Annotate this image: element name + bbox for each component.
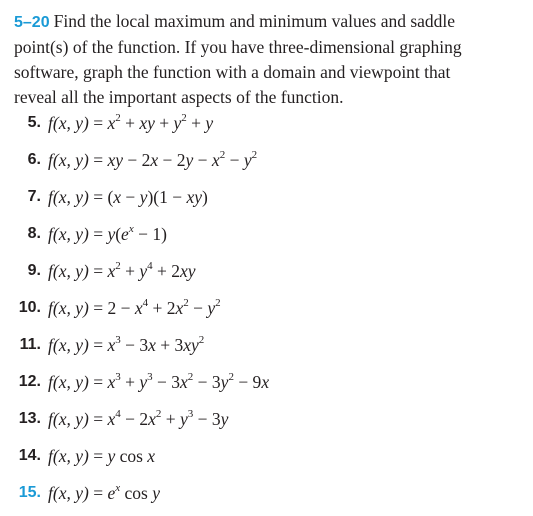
exercise-number: 6. xyxy=(27,151,41,168)
exercise-number: 5. xyxy=(27,114,41,131)
exercise-formula: f(x, $y) = x^4 - 2x^2 + y^3 - 3y$ xyxy=(48,408,229,429)
exercise-formula: f(x, $y) = y(e^x - 1)$ xyxy=(48,223,167,244)
exercise-10 xyxy=(0,295,533,321)
exercise-formula: f(x, $y) = x^3 - 3x + 3xy^2$ xyxy=(48,334,205,355)
exercise-number: 12. xyxy=(18,373,41,390)
exercise-number: 8. xyxy=(27,225,41,242)
exercise-formula: f(x, $y) = e^x$ cos y xyxy=(48,482,160,503)
exercise-6 xyxy=(0,147,533,173)
exercise-formula: f(x, y) = y cos x xyxy=(48,446,156,466)
exercise-7 xyxy=(0,184,533,210)
exercise-instructions xyxy=(14,9,526,110)
exercise-number: 14. xyxy=(18,447,41,464)
exercise-range: 5–20 xyxy=(14,14,50,31)
exercise-9 xyxy=(0,258,533,284)
exercise-formula: f(x, $y) = x^2$ + xy + $y^2 + y$ xyxy=(48,112,214,133)
exercise-number: 13. xyxy=(18,410,41,427)
cropped-next-line xyxy=(158,511,218,516)
exercise-8 xyxy=(0,221,533,247)
exercise-14 xyxy=(0,443,533,469)
exercise-number: 11. xyxy=(19,336,41,353)
exercise-formula: f(x, y) = xy − $2x - 2y - x^2 - y^2$ xyxy=(48,149,258,170)
exercise-number: 10. xyxy=(18,299,41,316)
instructions-text-1: Find the local maximum and minimum values and saddle xyxy=(53,11,456,31)
exercise-11 xyxy=(0,332,533,358)
instructions-line-2: point(s) of the function. If you have three-dimensional graphing xyxy=(14,37,462,57)
exercise-number: 9. xyxy=(27,262,41,279)
exercise-formula: f(x, y) = (x − y)(1 − xy) xyxy=(48,187,208,207)
exercise-number: 15. xyxy=(18,484,41,501)
exercise-formula: f(x, $y) = x^2 + y^4 + 2xy$ xyxy=(48,260,196,281)
instructions-line-4: reveal all the important aspects of the function. xyxy=(14,87,344,107)
exercise-13 xyxy=(0,406,533,432)
exercise-12 xyxy=(0,369,533,395)
exercise-15 xyxy=(0,480,533,506)
instructions-line-3: software, graph the function with a domain and viewpoint that xyxy=(14,62,451,82)
exercise-formula: f(x, $y) = x^3 + y^3 - 3x^2 - 3y^2 - 9x$ xyxy=(48,371,270,392)
exercise-number: 7. xyxy=(27,188,41,205)
exercise-formula: f(x, $y) = 2 - x^4 + 2x^2 - y^2$ xyxy=(48,297,221,318)
exercise-5 xyxy=(0,110,533,136)
instructions-line-1 xyxy=(14,9,526,35)
